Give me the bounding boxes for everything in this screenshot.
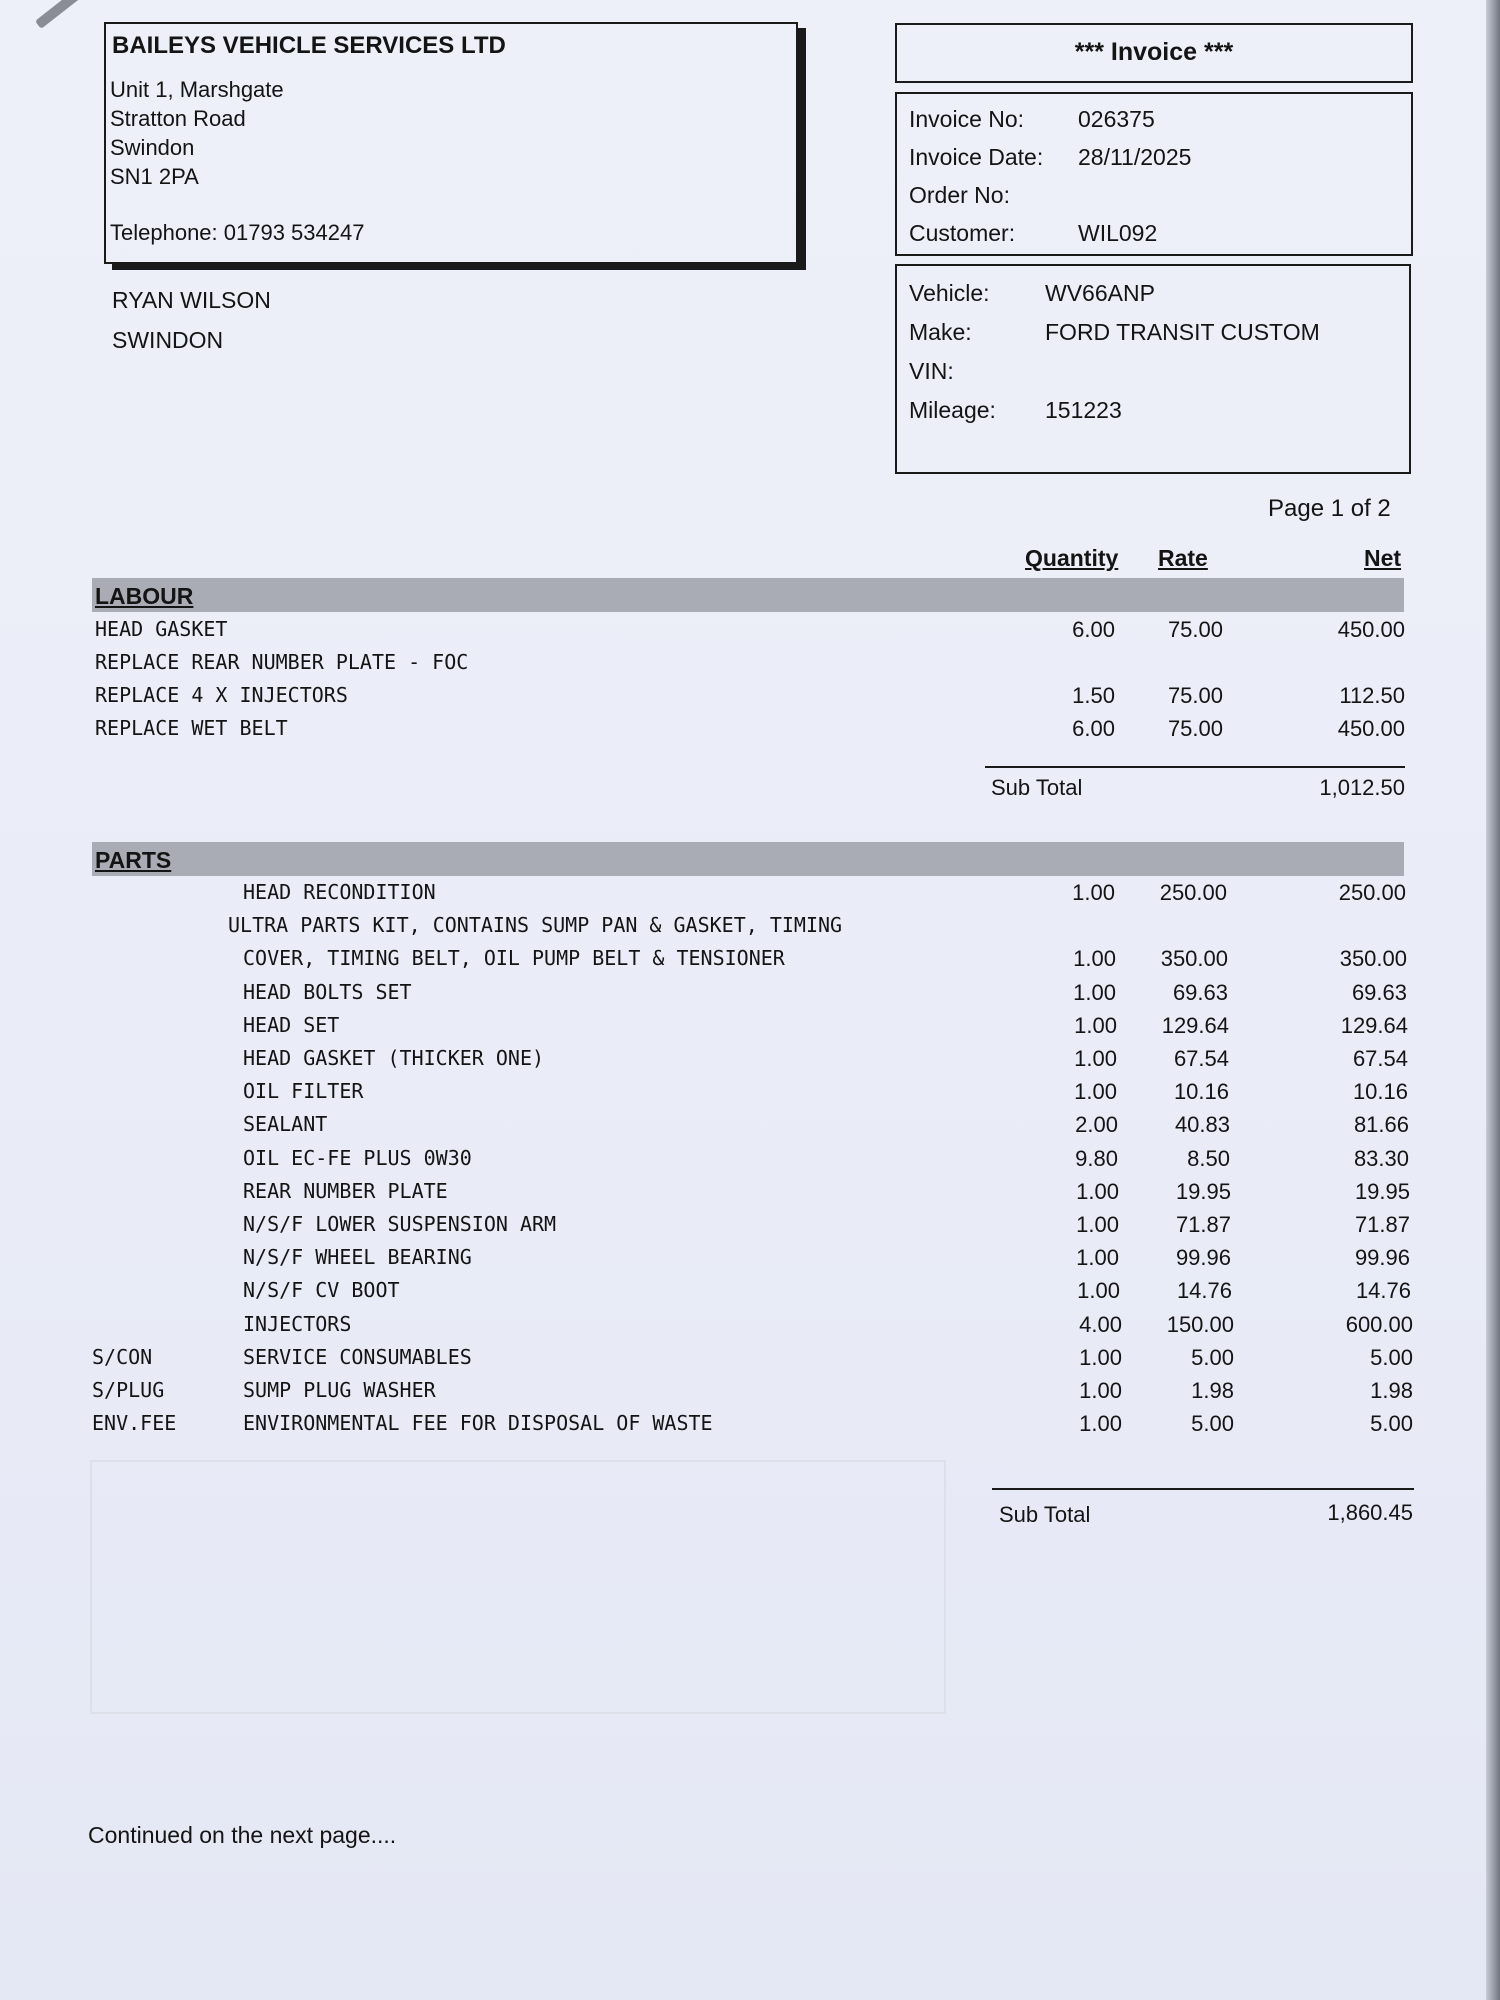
customer-name: RYAN WILSON (112, 287, 271, 313)
parts-row-quantity: 4.00 (1079, 1312, 1122, 1337)
continued-note: Continued on the next page.... (88, 1822, 397, 1848)
parts-row-description: HEAD GASKET (THICKER ONE) (243, 1046, 545, 1070)
parts-row-quantity: 1.00 (1074, 1046, 1117, 1071)
parts-row-rate: 99.96 (1175, 1245, 1231, 1270)
parts-row-quantity: 1.00 (1072, 880, 1115, 905)
parts-section-bar (92, 842, 1404, 876)
address-line: Swindon (110, 135, 195, 160)
mileage-label: Mileage: (909, 397, 996, 423)
vehicle-info-box (895, 264, 1411, 474)
labour-row-rate: 75.00 (1167, 683, 1223, 708)
parts-row-description: HEAD BOLTS SET (243, 980, 412, 1004)
parts-row-quantity: 1.00 (1073, 946, 1116, 971)
parts-row-net: 81.66 (1353, 1112, 1409, 1137)
customer-code-label: Customer: (909, 220, 1016, 246)
parts-row-quantity: 1.00 (1079, 1378, 1122, 1403)
parts-row-rate: 10.16 (1173, 1079, 1229, 1104)
parts-row-description: SUMP PLUG WASHER (243, 1378, 436, 1402)
labour-section-title: LABOUR (95, 583, 194, 609)
parts-row-net: 5.00 (1370, 1411, 1413, 1436)
invoice-no-label: Invoice No: (909, 106, 1025, 132)
parts-subtotal-rule (992, 1488, 1414, 1490)
labour-row-quantity: 6.00 (1072, 716, 1115, 741)
invoice-info-box (895, 92, 1413, 256)
parts-row-quantity: 1.00 (1079, 1345, 1122, 1370)
parts-row-rate: 71.87 (1175, 1212, 1231, 1237)
invoice-no-value: 026375 (1078, 106, 1155, 132)
labour-row-quantity: 1.50 (1072, 683, 1115, 708)
invoice-title-box (895, 23, 1413, 83)
column-header-net: Net (1364, 545, 1402, 571)
parts-row-description: INJECTORS (243, 1312, 352, 1336)
parts-row-quantity: 1.00 (1073, 980, 1116, 1005)
make-value: FORD TRANSIT CUSTOM (1045, 319, 1320, 345)
parts-row-rate: 19.95 (1175, 1179, 1231, 1204)
parts-row-net: 600.00 (1345, 1312, 1413, 1337)
address-line: SN1 2PA (110, 164, 199, 189)
vin-label: VIN: (909, 358, 954, 384)
labour-row-net: 112.50 (1339, 683, 1405, 708)
labour-subtotal-value: 1,012.50 (1319, 775, 1405, 800)
parts-row-net: 83.30 (1353, 1146, 1409, 1171)
parts-row-net: 99.96 (1354, 1245, 1410, 1270)
parts-row-rate: 67.54 (1173, 1046, 1229, 1071)
parts-row-net: 67.54 (1352, 1046, 1408, 1071)
make-label: Make: (909, 319, 972, 345)
page-edge-shadow (1486, 0, 1500, 2000)
parts-row-rate: 40.83 (1174, 1112, 1230, 1137)
parts-row-code: S/PLUG (92, 1378, 165, 1402)
parts-row-quantity: 1.00 (1076, 1245, 1119, 1270)
company-address-box (104, 22, 798, 264)
labour-row-net: 450.00 (1337, 617, 1405, 642)
address-line: Unit 1, Marshgate (110, 77, 284, 102)
labour-row-description: REPLACE REAR NUMBER PLATE - FOC (95, 650, 469, 674)
parts-row-net: 250.00 (1338, 880, 1406, 905)
company-telephone: Telephone: 01793 534247 (110, 220, 365, 245)
customer-town: SWINDON (112, 327, 224, 353)
parts-row-net: 69.63 (1351, 980, 1407, 1005)
parts-row-description: SEALANT (243, 1112, 328, 1136)
parts-row-net: 1.98 (1370, 1378, 1413, 1403)
customer-code-value: WIL092 (1078, 220, 1158, 246)
parts-row-description: HEAD SET (243, 1013, 340, 1037)
parts-row-quantity: 1.00 (1074, 1079, 1117, 1104)
vehicle-label: Vehicle: (909, 280, 990, 306)
parts-subtotal-value: 1,860.45 (1327, 1500, 1413, 1525)
show-through-box (90, 1460, 946, 1714)
parts-row-description: ENVIRONMENTAL FEE FOR DISPOSAL OF WASTE (243, 1411, 713, 1435)
parts-row-description: HEAD RECONDITION (243, 880, 436, 904)
invoice-title: *** Invoice *** (1074, 38, 1234, 66)
labour-subtotal-rule (985, 766, 1405, 768)
labour-row-net: 450.00 (1337, 716, 1405, 741)
labour-row-quantity: 6.00 (1072, 617, 1115, 642)
parts-row-rate: 1.98 (1191, 1378, 1234, 1403)
parts-subtotal-label: Sub Total (999, 1502, 1091, 1527)
parts-row-quantity: 9.80 (1075, 1146, 1118, 1171)
parts-row-net: 5.00 (1370, 1345, 1413, 1370)
invoice-date-value: 28/11/2025 (1078, 144, 1192, 170)
parts-row-rate: 129.64 (1161, 1013, 1229, 1038)
parts-row-description: N/S/F LOWER SUSPENSION ARM (243, 1212, 557, 1236)
parts-row-net: 14.76 (1355, 1278, 1411, 1303)
column-header-quantity: Quantity (1025, 545, 1119, 571)
parts-row-quantity: 1.00 (1079, 1411, 1122, 1436)
parts-row-description: COVER, TIMING BELT, OIL PUMP BELT & TENSIONER (243, 946, 785, 970)
parts-section-title: PARTS (95, 847, 172, 873)
labour-row-rate: 75.00 (1167, 716, 1223, 741)
labour-row-description: REPLACE WET BELT (95, 716, 288, 740)
parts-row-net: 71.87 (1354, 1212, 1410, 1237)
parts-row-rate: 5.00 (1191, 1411, 1234, 1436)
parts-row-description: OIL FILTER (243, 1079, 364, 1103)
column-header-rate: Rate (1158, 545, 1208, 571)
address-line: Stratton Road (110, 106, 246, 131)
parts-row-code: ENV.FEE (92, 1411, 177, 1435)
parts-row-description: N/S/F CV BOOT (243, 1278, 400, 1302)
parts-row-net: 19.95 (1354, 1179, 1410, 1204)
parts-row-rate: 250.00 (1159, 880, 1227, 905)
mileage-value: 151223 (1045, 397, 1122, 423)
labour-subtotal-label: Sub Total (991, 775, 1083, 800)
invoice-date-label: Invoice Date: (909, 144, 1044, 170)
company-name: BAILEYS VEHICLE SERVICES LTD (112, 32, 506, 59)
parts-row-quantity: 2.00 (1075, 1112, 1118, 1137)
parts-row-quantity: 1.00 (1076, 1212, 1119, 1237)
parts-row-rate: 350.00 (1160, 946, 1228, 971)
labour-row-description: REPLACE 4 X INJECTORS (95, 683, 348, 707)
parts-row-rate: 8.50 (1187, 1146, 1230, 1171)
parts-row-net: 10.16 (1352, 1079, 1408, 1104)
parts-row-description: OIL EC-FE PLUS 0W30 (243, 1146, 472, 1170)
parts-row-quantity: 1.00 (1076, 1179, 1119, 1204)
labour-row-rate: 75.00 (1167, 617, 1223, 642)
parts-row-rate: 5.00 (1191, 1345, 1234, 1370)
parts-row-net: 350.00 (1339, 946, 1407, 971)
labour-section-bar (92, 578, 1404, 612)
vehicle-value: WV66ANP (1045, 280, 1155, 306)
labour-row-description: HEAD GASKET (95, 617, 228, 641)
parts-row-description: ULTRA PARTS KIT, CONTAINS SUMP PAN & GASKET, TIMING (228, 913, 843, 937)
parts-row-rate: 69.63 (1172, 980, 1228, 1005)
parts-row-code: S/CON (92, 1345, 153, 1369)
parts-row-rate: 150.00 (1166, 1312, 1234, 1337)
parts-row-quantity: 1.00 (1077, 1278, 1120, 1303)
parts-row-quantity: 1.00 (1074, 1013, 1117, 1038)
page-number: Page 1 of 2 (1268, 495, 1391, 522)
parts-row-description: SERVICE CONSUMABLES (243, 1345, 472, 1369)
parts-row-description: N/S/F WHEEL BEARING (243, 1245, 472, 1269)
parts-row-net: 129.64 (1340, 1013, 1408, 1038)
order-no-label: Order No: (909, 182, 1010, 208)
parts-row-rate: 14.76 (1176, 1278, 1232, 1303)
parts-row-description: REAR NUMBER PLATE (243, 1179, 448, 1203)
